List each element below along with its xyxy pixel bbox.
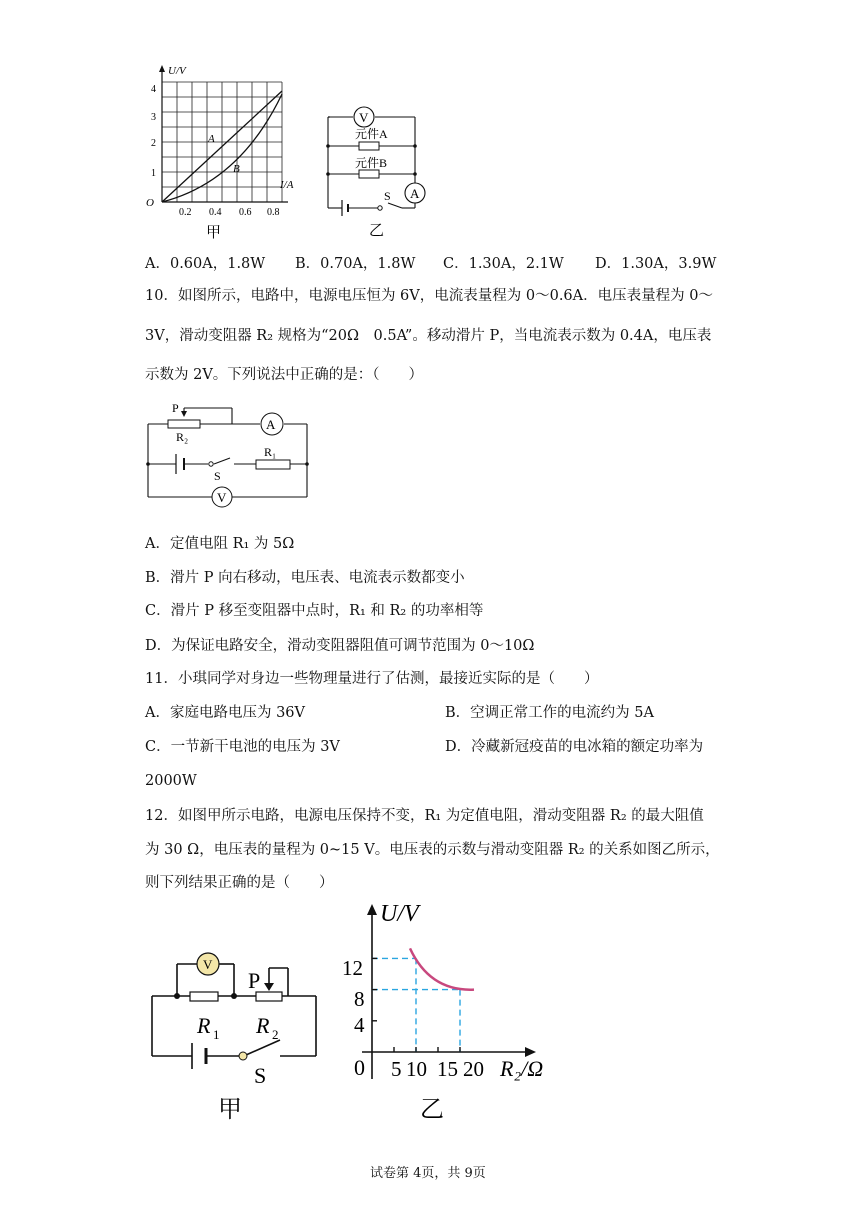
ammeter-label: A bbox=[266, 417, 276, 432]
switch-label: S bbox=[384, 189, 391, 203]
r1-label: R₁ bbox=[264, 445, 277, 459]
q11-option-c: C．一节新干电池的电压为 3V bbox=[145, 739, 340, 755]
x-tick: 20 bbox=[463, 1057, 484, 1081]
option-d: D．1.30A，3.9W bbox=[595, 256, 717, 272]
x-tick: 0.6 bbox=[239, 207, 252, 218]
q11-option-b: B．空调正常工作的电流约为 5A bbox=[445, 705, 654, 721]
q11-option-d-cont: 2000W bbox=[145, 773, 197, 789]
x-tick: 5 bbox=[391, 1057, 402, 1081]
x-axis-label: R₂/Ω bbox=[500, 1056, 544, 1081]
ammeter-label: A bbox=[410, 186, 420, 201]
x-tick: 0.4 bbox=[209, 207, 222, 218]
x-tick: 0.2 bbox=[179, 207, 192, 218]
q10-option-b: B．滑片 P 向右移动，电压表、电流表示数都变小 bbox=[145, 570, 465, 586]
x-tick: 0.8 bbox=[267, 207, 280, 218]
slider-label: P bbox=[248, 968, 261, 993]
x-axis-label: I/A bbox=[280, 179, 294, 191]
x-tick: 10 bbox=[406, 1057, 427, 1081]
slider-label: P bbox=[172, 401, 179, 415]
q11-option-d: D．冷藏新冠疫苗的电冰箱的额定功率为 bbox=[445, 739, 704, 755]
q10-stem-line: 示数为 2V。下列说法中正确的是：（ ） bbox=[145, 367, 424, 383]
q9-circuit-diagram bbox=[318, 100, 438, 240]
curve-b-label: B bbox=[233, 163, 240, 175]
option-b: B．0.70A，1.8W bbox=[295, 256, 416, 272]
q11-stem: 11．小琪同学对身边一些物理量进行了估测，最接近实际的是（ ） bbox=[145, 671, 599, 687]
element-b-label: 元件B bbox=[355, 156, 388, 170]
figure-caption: 乙 bbox=[420, 1097, 444, 1123]
option-a: A．0.60A，1.8W bbox=[145, 256, 266, 272]
y-tick: 8 bbox=[354, 987, 365, 1011]
x-tick: 15 bbox=[437, 1057, 458, 1081]
page-footer: 试卷第 4页，共 9页 bbox=[370, 1166, 486, 1181]
q9-options bbox=[145, 254, 745, 274]
y-tick: 3 bbox=[151, 112, 156, 123]
data-curve bbox=[410, 948, 474, 989]
q12-ui-graph bbox=[340, 895, 570, 1125]
switch-label: S bbox=[214, 469, 221, 483]
figure-caption: 甲 bbox=[218, 1097, 242, 1123]
y-tick: 4 bbox=[354, 1013, 365, 1037]
q12-stem-line: 12．如图甲所示电路，电源电压保持不变，R₁ 为定值电阻，滑动变阻器 R₂ 的最大阻值 bbox=[145, 808, 704, 824]
r2-label: R₂ bbox=[176, 430, 189, 444]
figure-caption: 乙 bbox=[369, 223, 385, 239]
origin-label: 0 bbox=[354, 1055, 365, 1080]
y-tick: 1 bbox=[151, 168, 156, 179]
y-tick: 12 bbox=[342, 956, 363, 980]
voltmeter-label: V bbox=[359, 110, 369, 125]
q12-stem-line: 则下列结果正确的是（ ） bbox=[145, 875, 334, 891]
y-axis-label: U/V bbox=[168, 65, 186, 77]
q10-circuit-diagram bbox=[140, 400, 320, 515]
q11-option-a: A．家庭电路电压为 36V bbox=[145, 705, 306, 721]
element-a-label: 元件A bbox=[355, 127, 388, 141]
option-c: C．1.30A，2.1W bbox=[443, 256, 564, 272]
y-axis-label: U/V bbox=[380, 901, 419, 927]
r1-subscript: 1 bbox=[213, 1027, 220, 1042]
r2-subscript: 2 bbox=[272, 1027, 279, 1042]
q10-option-d: D．为保证电路安全，滑动变阻器阻值可调节范围为 0～10Ω bbox=[145, 638, 535, 654]
curve-a-label: A bbox=[208, 133, 215, 145]
r1-label: R bbox=[197, 1013, 211, 1038]
voltmeter-label: V bbox=[203, 957, 213, 972]
y-tick: 2 bbox=[151, 138, 156, 149]
q10-stem-line: 10．如图所示，电路中，电源电压恒为 6V，电流表量程为 0～0.6A．电压表量程为 0～ bbox=[145, 288, 713, 304]
q10-stem-line: 3V，滑动变阻器 R₂ 规格为“20Ω 0.5A”。移动滑片 P，当电流表示数为 0.4A，电压表 bbox=[145, 328, 712, 344]
q10-option-a: A．定值电阻 R₁ 为 5Ω bbox=[145, 536, 295, 552]
voltmeter-label: V bbox=[217, 490, 227, 505]
q12-stem-line: 为 30 Ω，电压表的量程为 0~15 V。电压表的示数与滑动变阻器 R₂ 的关系如图乙所示， bbox=[145, 842, 720, 858]
switch-label: S bbox=[254, 1063, 267, 1088]
origin-label: O bbox=[146, 197, 154, 209]
r2-label: R bbox=[256, 1013, 270, 1038]
figure-caption: 甲 bbox=[206, 225, 222, 241]
q9-ui-graph bbox=[140, 62, 294, 242]
y-tick: 4 bbox=[151, 84, 156, 95]
q12-circuit-diagram bbox=[140, 945, 330, 1125]
q10-option-c: C．滑片 P 移至变阻器中点时，R₁ 和 R₂ 的功率相等 bbox=[145, 603, 484, 619]
